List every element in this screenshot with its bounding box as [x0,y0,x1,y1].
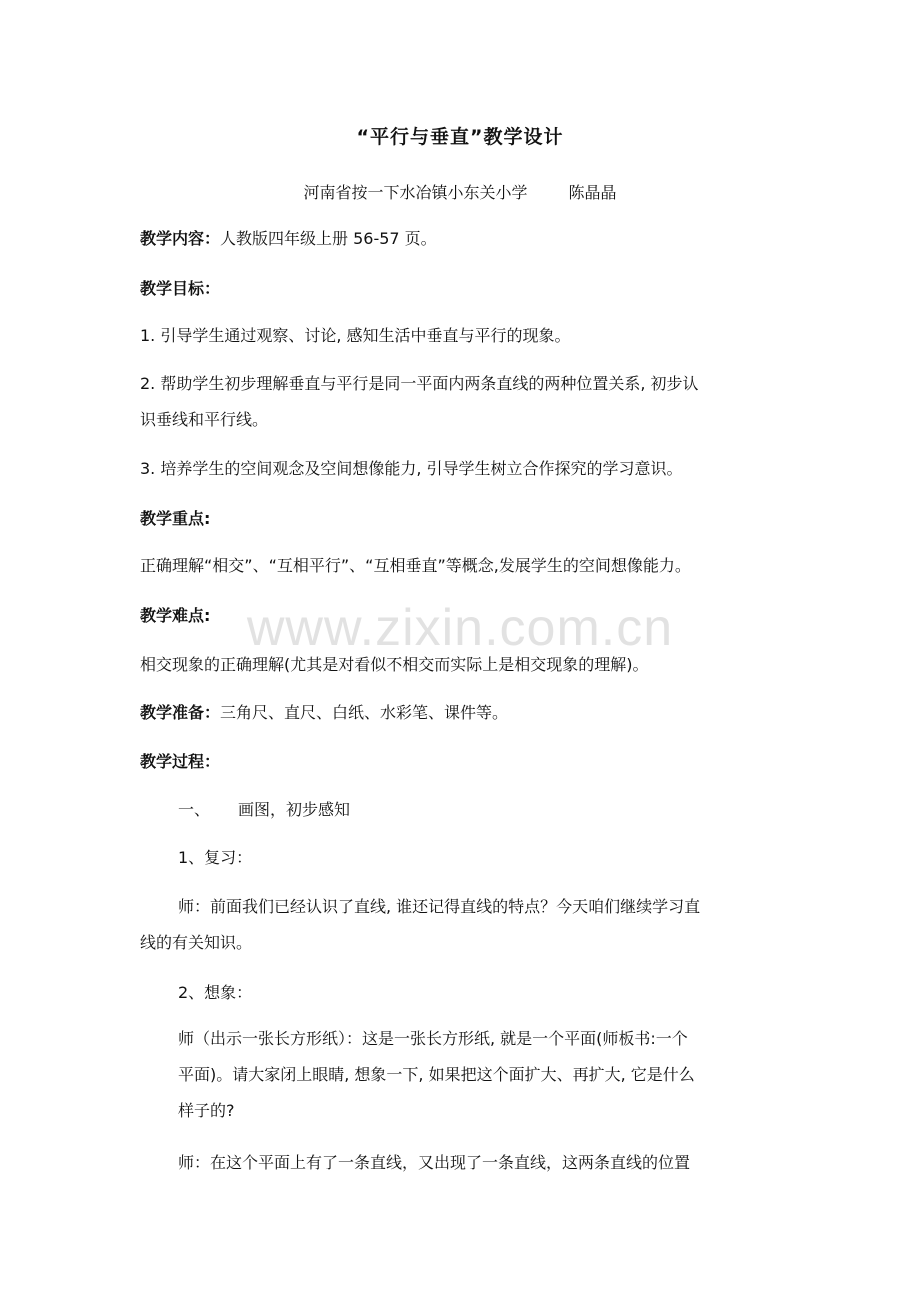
key-points-label: 教学重点: [140,509,211,528]
step-1-review: 1、复习： [178,848,253,867]
goal-3: 3. 培养学生的空间观念及空间想像能力, 引导学生树立合作探究的学习意识。 [140,459,683,478]
key-points-text: 正确理解“相交”、“互相平行”、“互相垂直”等概念,发展学生的空间想像能力。 [140,556,691,575]
teacher-1-line-1: 师：前面我们已经认识了直线, 谁还记得直线的特点？今天咱们继续学习直 [178,897,701,916]
teaching-prep-label: 教学准备： [140,703,221,722]
watermark: www.zixin.com.cn [246,599,674,657]
teaching-goals-label: 教学目标： [140,279,221,298]
document-title: “平行与垂直”教学设计 [356,126,564,148]
section-1-heading [178,799,823,821]
teaching-process-label: 教学过程： [140,752,221,771]
teacher-2-line-3: 样子的? [178,1101,235,1120]
school-name: 河南省按一下水冶镇小东关小学 [303,183,528,202]
teacher-1-line-2: 线的有关知识。 [140,933,253,952]
teacher-2-line-1: 师（出示一张长方形纸）：这是一张长方形纸, 就是一个平面(师板书:一个 [178,1029,688,1048]
teaching-prep-text: 三角尺、直尺、白纸、水彩笔、课件等。 [220,703,509,722]
teacher-3-line-1: 师：在这个平面上有了一条直线，又出现了一条直线，这两条直线的位置 [178,1153,691,1172]
difficulty-label: 教学难点: [140,606,211,625]
goal-2-line-1: 2. 帮助学生初步理解垂直与平行是同一平面内两条直线的两种位置关系, 初步认 [140,374,699,393]
teacher-2-line-2: 平面)。请大家闭上眼睛, 想象一下, 如果把这个面扩大、再扩大, 它是什么 [178,1065,695,1084]
goal-1: 1. 引导学生通过观察、讨论, 感知生活中垂直与平行的现象。 [140,326,571,345]
goal-2-line-2: 识垂线和平行线。 [140,410,269,429]
teaching-content-text: 人教版四年级上册 56-57 页。 [220,229,437,248]
teaching-content-label: 教学内容： [140,229,221,248]
teaching-content [140,228,785,250]
difficulty-text: 相交现象的正确理解(尤其是对看似不相交而实际上是相交现象的理解)。 [140,655,649,674]
section-1-number: 一、 [178,800,211,819]
teaching-prep [140,702,785,724]
section-1-title: 画图，初步感知 [238,800,351,819]
step-2-imagine: 2、想象： [178,983,253,1002]
author-name: 陈晶晶 [568,183,617,202]
author-line [0,180,920,203]
